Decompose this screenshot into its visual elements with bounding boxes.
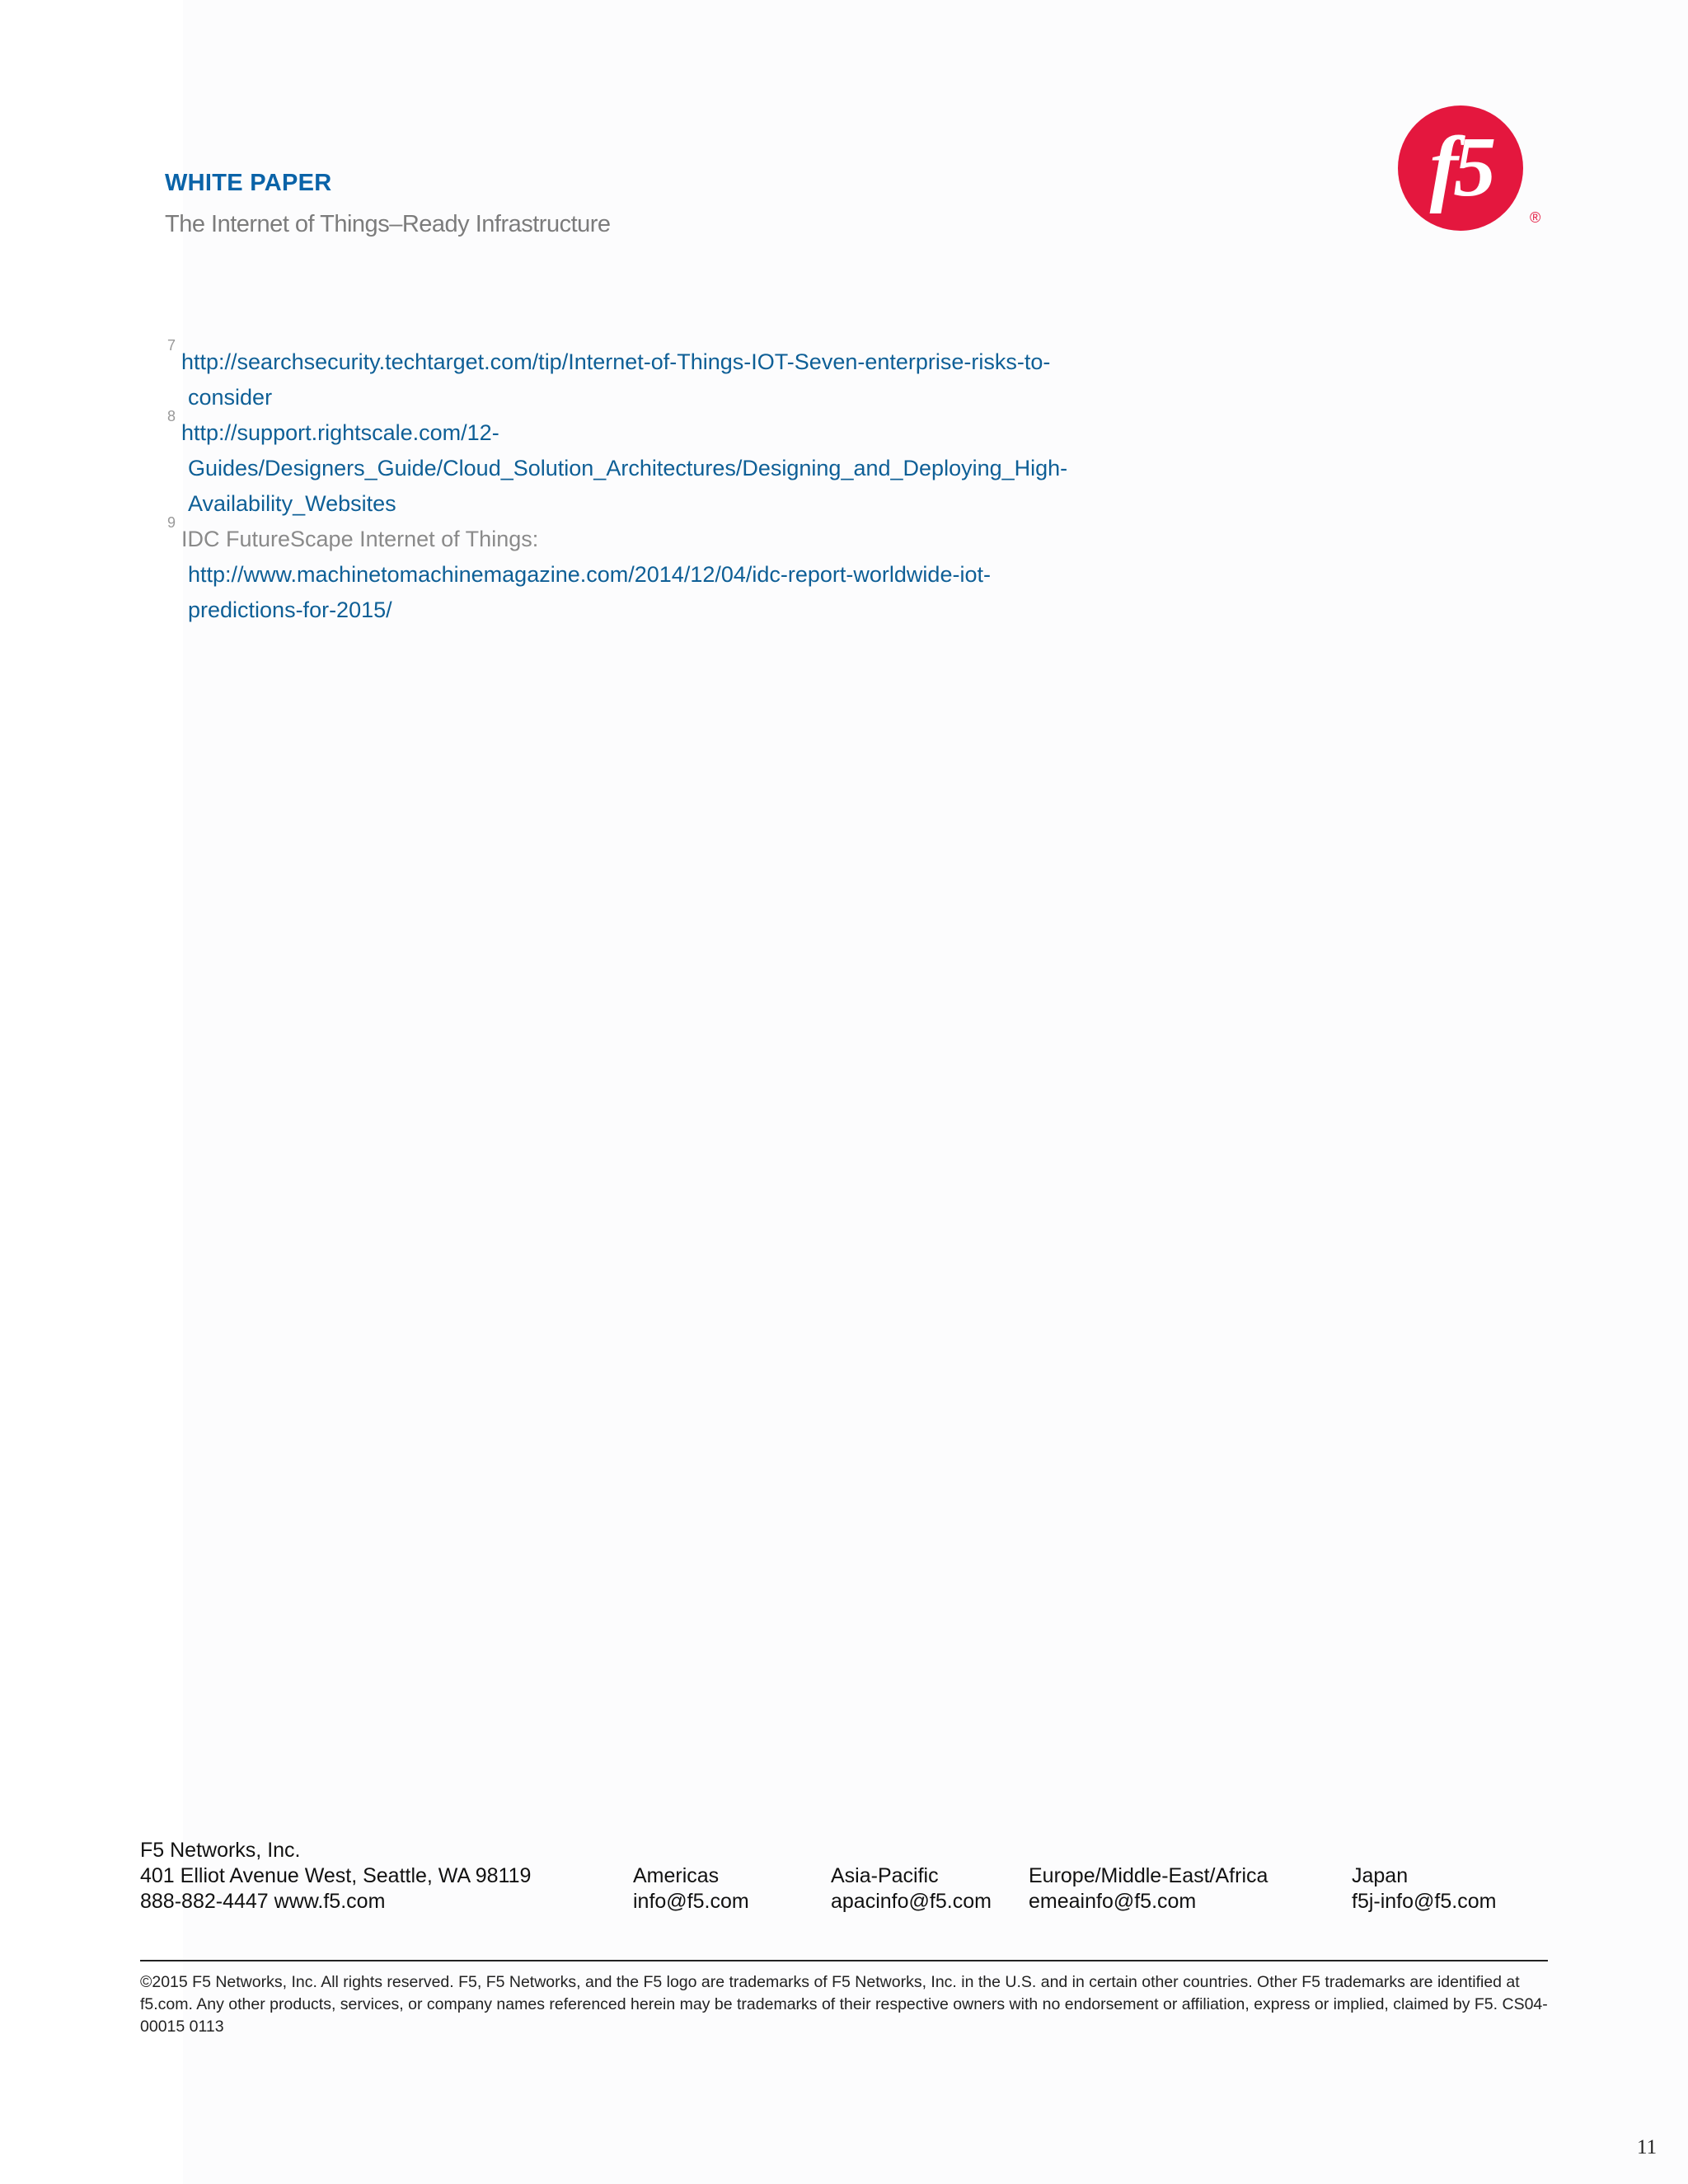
region-americas (633, 1863, 749, 1915)
footnote-source-text: IDC FutureScape Internet of Things: (181, 527, 539, 551)
region-email[interactable]: apacinfo@f5.com (831, 1890, 992, 1913)
footnote-link-continued[interactable]: consider (188, 385, 273, 410)
footer-divider (140, 1960, 1548, 1961)
footnote-8 (165, 408, 1154, 522)
region-japan (1352, 1863, 1496, 1915)
region-name: Asia-Pacific (831, 1864, 939, 1887)
f5-logo-icon (1393, 102, 1543, 236)
page-number: 11 (1637, 2136, 1658, 2158)
legal-notice: ©2015 F5 Networks, Inc. All rights reserved. F5, F5 Networks, and the F5 logo are trademarks of F5 Networks, Inc. in the U.S. and in certain other countries. Other F5 trademarks are identified at f5.com. Any other products, services, or company names referenced herein may be trademarks of their respective owners with no endorsement or affiliation, express or implied, claimed by F5. CS04-00015 0113 (140, 1973, 1548, 2036)
footnote-number: 8 (167, 408, 176, 424)
region-email[interactable]: f5j-info@f5.com (1352, 1890, 1497, 1913)
footnote-link[interactable]: http://www.machinetomachinemagazine.com/2014/12/04/idc-report-worldwide-iot- (188, 562, 991, 587)
document-title: The Internet of Things–Ready Infrastructure (165, 211, 611, 237)
company-address: 401 Elliot Avenue West, Seattle, WA 98119 (140, 1864, 532, 1887)
footnote-link-continued[interactable]: predictions-for-2015/ (188, 598, 392, 622)
region-email[interactable]: emeainfo@f5.com (1029, 1890, 1197, 1913)
footnote-number: 9 (167, 514, 176, 531)
footnote-7 (165, 337, 1154, 415)
footnote-link[interactable]: http://support.rightscale.com/12- (181, 420, 499, 445)
footnotes (165, 337, 1154, 628)
footer-company-block (140, 1838, 531, 1915)
region-asia-pacific (831, 1863, 992, 1915)
footnote-link-continued[interactable]: Guides/Designers_Guide/Cloud_Solution_Architectures/Designing_and_Deploying_High- (188, 456, 1068, 480)
logo-text: f5 (1429, 120, 1492, 214)
footnote-link[interactable]: http://searchsecurity.techtarget.com/tip/Internet-of-Things-IOT-Seven-enterprise-risks-to- (181, 349, 1051, 374)
company-phone-web: 888-882-4447 www.f5.com (140, 1890, 386, 1913)
region-name: Europe/Middle-East/Africa (1029, 1864, 1268, 1887)
document-type-label: WHITE PAPER (165, 170, 332, 196)
registered-mark: ® (1530, 209, 1541, 226)
region-name: Americas (633, 1864, 720, 1887)
company-name: F5 Networks, Inc. (140, 1839, 301, 1862)
region-email[interactable]: info@f5.com (633, 1890, 749, 1913)
region-emea (1029, 1863, 1268, 1915)
region-name: Japan (1352, 1864, 1409, 1887)
footnote-link-continued[interactable]: Availability_Websites (188, 491, 396, 516)
footnote-number: 7 (167, 337, 176, 354)
footnote-9 (165, 514, 1154, 628)
